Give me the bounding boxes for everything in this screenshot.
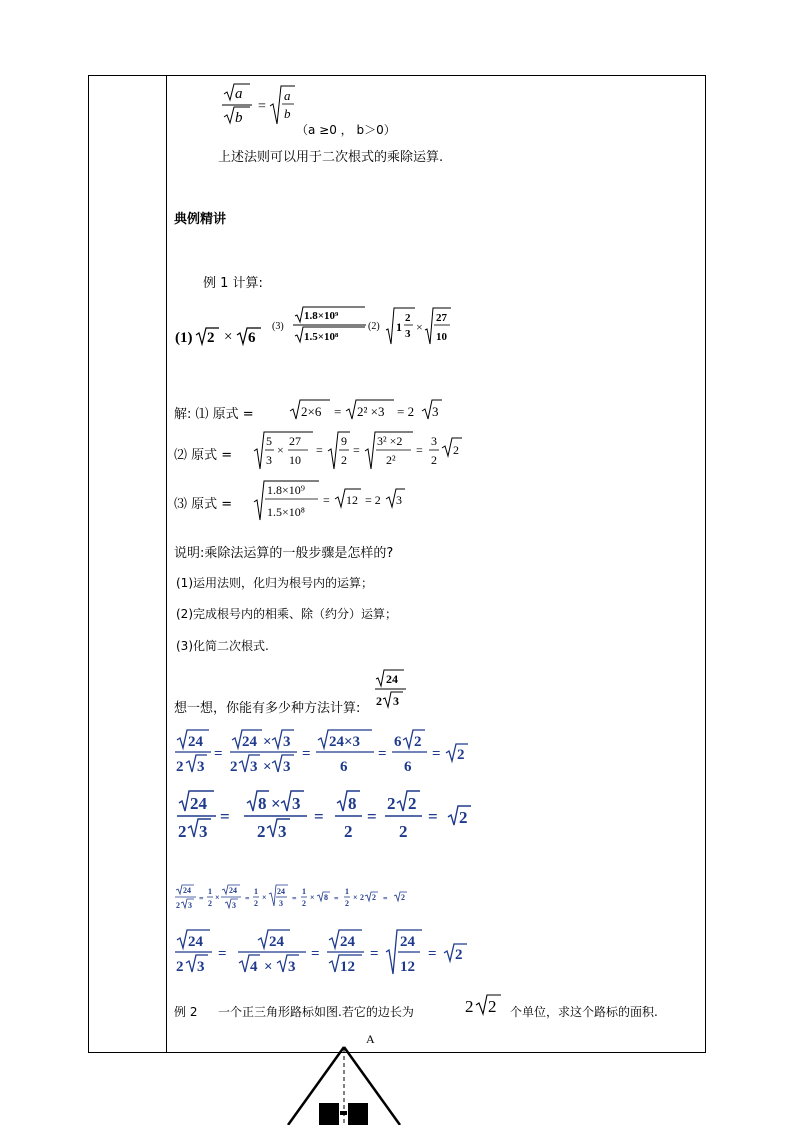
svg-text:2: 2 [453,443,459,457]
svg-text:2: 2 [408,794,417,813]
svg-text:=: = [370,946,379,962]
svg-text:10: 10 [436,331,447,343]
svg-text:2: 2 [465,997,474,1016]
svg-text:3: 3 [197,959,205,975]
svg-text:2: 2 [208,899,212,908]
example2-side-length [464,993,508,1017]
column-divider [166,75,167,1053]
think-prompt: 想一想，你能有多少种方法计算: [174,701,361,716]
rule-rhs-num: a [284,88,291,103]
svg-text:27: 27 [289,434,301,448]
step-3: (3)化简二次根式. [176,639,269,653]
svg-text:=: = [353,443,360,457]
rule-lhs-num: a [235,86,243,102]
svg-text:3: 3 [278,822,287,841]
svg-text:3: 3 [432,404,439,419]
svg-text:1: 1 [208,887,212,896]
svg-text:=: = [383,894,388,903]
svg-text:5: 5 [266,434,272,448]
problem3-den: 1.5×10⁸ [304,331,339,343]
svg-text:1: 1 [302,887,306,896]
svg-text:12: 12 [340,959,355,975]
svg-text:24: 24 [242,734,257,750]
svg-text:10: 10 [289,453,301,467]
svg-text:1: 1 [254,887,258,896]
svg-text:2: 2 [414,734,422,750]
problem3-label: (3) [272,321,284,332]
svg-text:6: 6 [404,759,412,775]
svg-text:2: 2 [405,312,411,324]
svg-text:2: 2 [345,899,349,908]
svg-text:2: 2 [176,901,180,910]
rule-lhs-den: b [235,110,243,126]
svg-text:3: 3 [232,901,236,910]
svg-text:=: = [367,807,377,826]
example2-label: 例 2 [174,1005,198,1019]
think-expression [372,667,412,711]
svg-text:×: × [224,329,233,345]
svg-text:=: = [432,746,441,762]
svg-text:2: 2 [457,747,465,763]
svg-text:2: 2 [459,808,468,827]
svg-text:3: 3 [288,959,296,975]
svg-text:3: 3 [431,434,437,448]
rule-note: 上述法则可以用于二次根式的乘除运算. [218,150,444,165]
step-2: (2)完成根号内的相乘、除（约分）运算； [176,607,397,621]
svg-text:8: 8 [324,893,328,902]
svg-text:2²: 2² [386,453,396,467]
svg-text:×: × [263,759,272,775]
svg-text:12: 12 [400,959,415,975]
svg-text:1.5×10⁸: 1.5×10⁸ [267,505,305,519]
svg-text:×: × [263,734,272,750]
svg-text:×: × [416,320,423,334]
svg-text:2: 2 [455,947,463,963]
svg-text:2: 2 [230,759,238,775]
svg-text:×: × [271,794,281,813]
svg-text:2: 2 [257,822,266,841]
svg-text:3: 3 [188,901,192,910]
svg-text:=: = [428,807,438,826]
svg-text:2: 2 [399,822,408,841]
svg-text:×: × [262,893,267,902]
svg-text:24: 24 [229,886,237,895]
svg-text:=: = [218,946,227,962]
road-sign-figure [286,1045,416,1125]
svg-text:24: 24 [386,672,398,686]
svg-text:3: 3 [266,453,272,467]
svg-text:3: 3 [199,822,208,841]
svg-text:=: = [245,894,250,903]
svg-text:3: 3 [283,759,291,775]
svg-text:4: 4 [250,959,258,975]
svg-text:=: = [311,946,320,962]
svg-text:2: 2 [176,759,184,775]
svg-text:6: 6 [394,734,402,750]
example2-text-after: 个单位，求这个路标的面积. [510,1005,658,1019]
svg-text:×: × [215,893,220,902]
svg-text:12: 12 [346,493,358,507]
method-1 [174,728,474,776]
svg-text:24: 24 [400,934,415,950]
svg-text:8: 8 [258,794,267,813]
svg-text:3: 3 [197,759,205,775]
svg-text:3: 3 [283,734,291,750]
svg-text:3: 3 [396,493,402,507]
svg-text:3² ×2: 3² ×2 [377,434,403,448]
svg-text:3: 3 [292,794,301,813]
svg-text:×: × [353,893,358,902]
problem3-num: 1.8×10⁹ [304,310,339,322]
svg-text:1: 1 [345,887,349,896]
svg-text:2: 2 [178,822,187,841]
svg-text:=: = [314,807,324,826]
svg-text:=: = [292,894,297,903]
svg-text:24: 24 [188,734,203,750]
rule-formula [218,80,298,130]
method-4 [174,928,484,976]
svg-text:=: = [214,746,223,762]
svg-text:=: = [334,404,342,419]
svg-text:2: 2 [254,899,258,908]
rule-rhs-den: b [284,106,291,121]
svg-text:=: = [302,746,311,762]
explanation-title: 说明:乘除法运算的一般步骤是怎样的? [174,546,394,561]
svg-text:6: 6 [340,759,348,775]
svg-text:=: = [199,894,204,903]
problem2-label: (2) [368,321,380,332]
svg-text:2: 2 [360,893,364,902]
problem1-label: (1) [175,330,193,346]
problem1-rad-a: 2 [207,330,215,346]
svg-text:24: 24 [183,886,191,895]
example2-text-before: 一个正三角形路标如图.若它的边长为 [218,1005,414,1019]
svg-text:24: 24 [277,887,285,896]
svg-text:8: 8 [348,794,357,813]
svg-text:2: 2 [372,893,376,902]
svg-text:24: 24 [340,934,355,950]
svg-text:2: 2 [387,794,396,813]
svg-text:=: = [428,946,437,962]
svg-text:=: = [323,493,330,507]
svg-text:2×6: 2×6 [301,404,322,419]
svg-text:1.8×10⁹: 1.8×10⁹ [267,483,305,497]
example1-problems [175,304,465,348]
svg-text:×: × [277,443,284,457]
svg-text:2: 2 [302,899,306,908]
svg-text:9: 9 [341,434,347,448]
svg-text:2: 2 [431,453,437,467]
svg-text:24: 24 [190,794,207,813]
svg-text:3: 3 [405,328,411,340]
section-title: 典例精讲 [174,212,227,227]
rule-condition: （a ≥0 ， b＞0） [296,123,396,137]
svg-text:24: 24 [188,934,203,950]
method-3 [174,884,484,914]
problem1-rad-b: 6 [248,330,256,346]
svg-text:=: = [258,99,266,114]
svg-text:3: 3 [250,759,258,775]
vertex-label-a: A [366,1032,375,1046]
svg-text:24×3: 24×3 [329,734,361,750]
svg-text:=: = [378,746,387,762]
svg-text:2² ×3: 2² ×3 [357,404,385,419]
svg-text:2: 2 [341,453,347,467]
svg-text:3: 3 [393,694,399,708]
step-1: (1)运用法则，化归为根号内的运算； [176,576,373,590]
svg-text:=: = [334,894,339,903]
example1-prompt: 例 1 计算: [203,276,263,291]
svg-text:3: 3 [279,899,283,908]
svg-text:2: 2 [401,893,405,902]
svg-text:=: = [416,443,423,457]
svg-text:×: × [310,893,315,902]
svg-text:2: 2 [376,694,382,708]
svg-text:=: = [220,807,230,826]
method-2 [174,789,484,841]
svg-text:=: = [316,443,323,457]
svg-text:24: 24 [269,934,284,950]
svg-text:1: 1 [396,320,402,334]
svg-text:27: 27 [436,312,447,324]
svg-text:×: × [264,959,273,975]
svg-text:2: 2 [176,959,184,975]
svg-text:= 2: = 2 [365,493,381,507]
svg-text:= 2: = 2 [397,404,415,419]
svg-text:2: 2 [344,822,353,841]
svg-text:2: 2 [488,997,497,1016]
